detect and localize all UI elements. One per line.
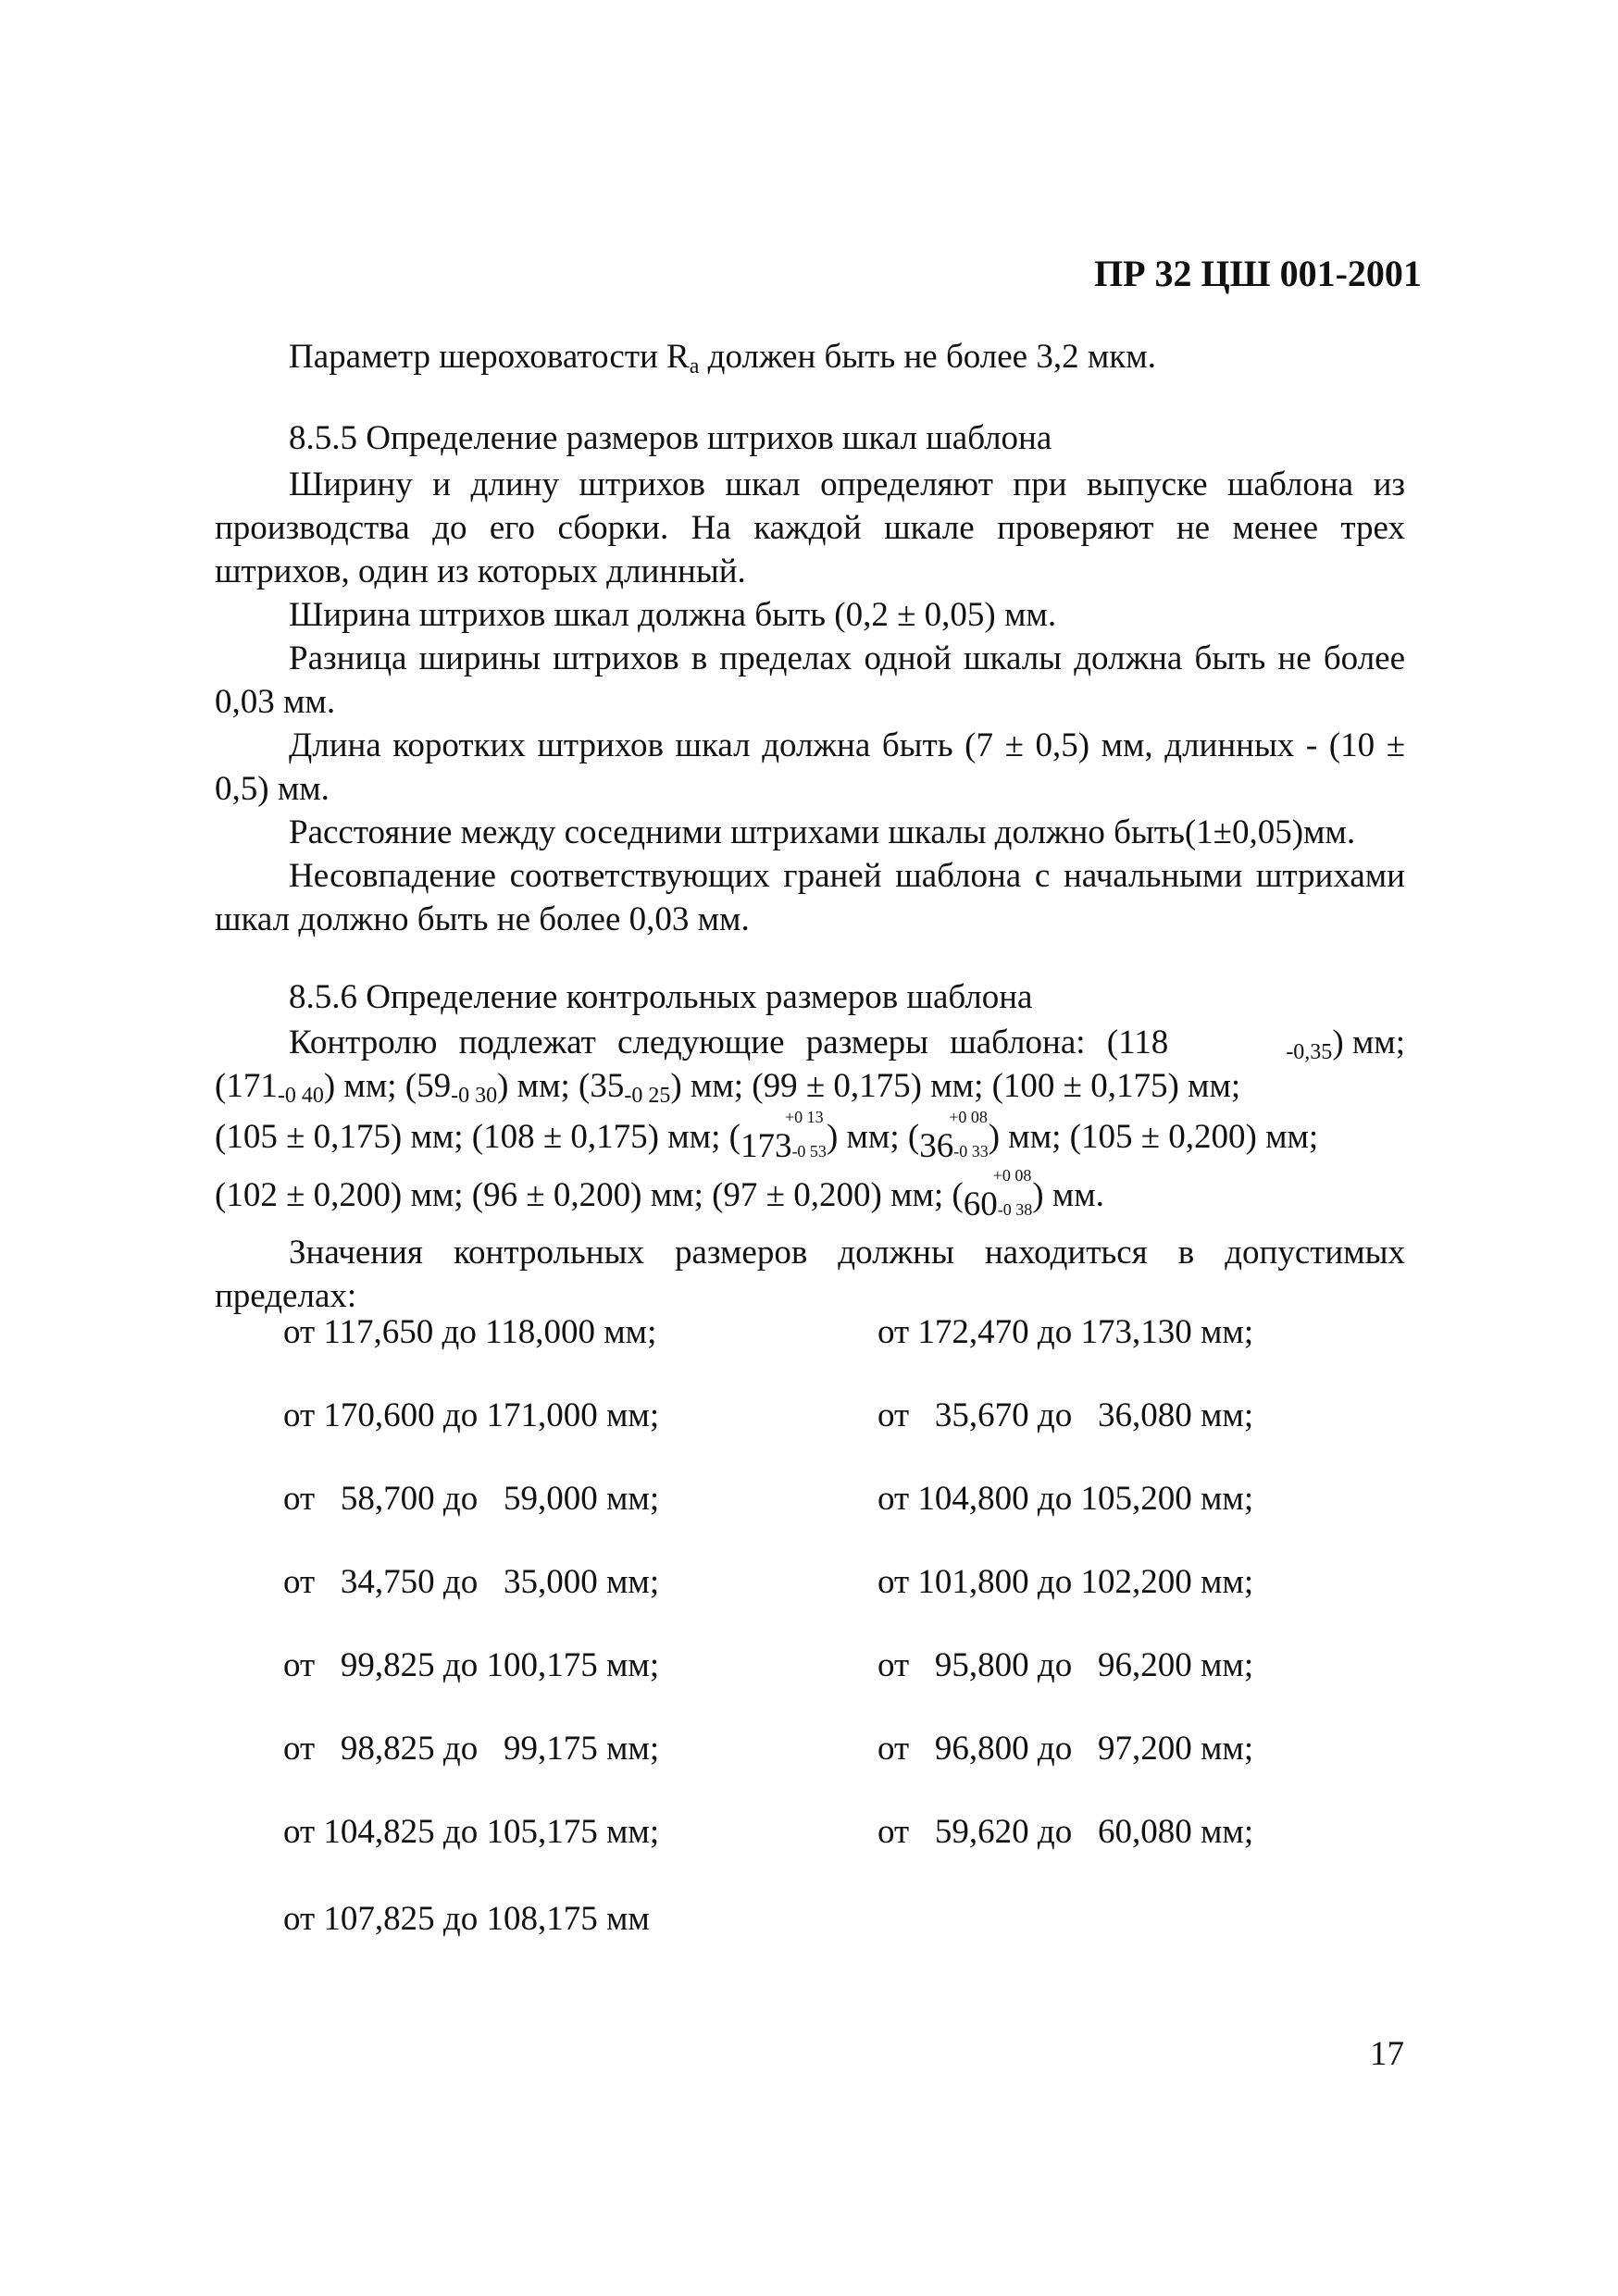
tolerance-subscript: -0,35	[1286, 1040, 1333, 1064]
sizes-text: ) мм.	[1032, 1176, 1104, 1214]
limit-left-6: от 98,825 до 99,175 мм;	[283, 1730, 660, 1768]
limit-left-5: от 99,825 до 100,175 мм;	[283, 1646, 660, 1684]
size-base: (59	[404, 1067, 452, 1105]
roughness-text: Параметр шероховатости R	[289, 338, 690, 376]
sizes-text-end: ) мм;	[1332, 1024, 1405, 1061]
sizes-line-3	[215, 1108, 1405, 1165]
limit-left-2: от 170,600 до 171,000 мм;	[283, 1396, 660, 1434]
tolerance-173	[740, 1108, 827, 1165]
tolerance-60	[963, 1166, 1033, 1223]
limit-right-2: от 35,670 до 36,080 мм;	[877, 1396, 1254, 1434]
paragraph: Длина коротких штрихов шкал должна быть (7 ± 0,5) мм, длинных - (10 ± 0,5) мм.	[215, 726, 1405, 808]
limit-left-8: от 107,825 до 108,175 мм	[283, 1900, 650, 1938]
section-heading-8-5-6: 8.5.6 Определение контрольных размеров шаблона	[289, 978, 1033, 1016]
paragraph: Разница ширины штрихов в пределах одной шкалы должна быть не более 0,03 мм.	[215, 639, 1405, 721]
size-base: (171	[215, 1067, 278, 1105]
page-number: 17	[1370, 2035, 1404, 2073]
upper-deviation: +0 08	[949, 1108, 988, 1126]
limit-right-1: от 172,470 до 173,130 мм;	[877, 1313, 1254, 1351]
size-tail: ) мм;	[497, 1067, 579, 1105]
lower-deviation: -0 38	[997, 1200, 1033, 1219]
limit-right-5: от 95,800 до 96,200 мм;	[877, 1646, 1254, 1684]
sizes-text: ) мм; (	[826, 1118, 920, 1156]
upper-deviation: +0 08	[992, 1166, 1032, 1185]
document-code: ПР 32 ЦШ 001-2001	[1094, 253, 1422, 294]
size-tail: ) мм;	[323, 1067, 405, 1105]
tolerance-36	[919, 1108, 989, 1165]
section-heading-8-5-5: 8.5.5 Определение размеров штрихов шкал шаблона	[289, 419, 1052, 457]
limit-left-3: от 58,700 до 59,000 мм;	[283, 1480, 660, 1518]
size-tail: ) мм; (99 ± 0,175) мм; (100 ± 0,175) мм;	[670, 1067, 1241, 1105]
limits-intro: Значения контрольных размеров должны находиться в допустимых пределах:	[215, 1234, 1405, 1315]
tolerance-subscript: -0 30	[451, 1084, 498, 1108]
size-base: 36	[919, 1127, 954, 1165]
limit-left-1: от 117,650 до 118,000 мм;	[283, 1313, 657, 1351]
limit-left-7: от 104,825 до 105,175 мм;	[283, 1813, 660, 1851]
size-base: 60	[963, 1185, 998, 1223]
sizes-text: (102 ± 0,200) мм; (96 ± 0,200) мм; (97 ± 0,200) мм; (	[215, 1176, 964, 1214]
limit-right-6: от 96,800 до 97,200 мм;	[877, 1730, 1254, 1768]
paragraph: Ширину и длину штрихов шкал определяют при выпуске шаблона из производства до его сборки. На каждой шкале проверяют не менее трех штрихов, один из которых длинный.	[215, 465, 1405, 590]
size-base: (35	[579, 1067, 625, 1105]
sizes-text: (105 ± 0,175) мм; (108 ± 0,175) мм; (	[215, 1118, 741, 1156]
lower-deviation: -0 33	[953, 1142, 989, 1160]
roughness-text-end: должен быть не более 3,2 мкм.	[699, 338, 1156, 376]
sizes-text: ) мм; (105 ± 0,200) мм;	[988, 1118, 1319, 1156]
paragraph: Расстояние между соседними штрихами шкалы должно быть(1±0,05)мм.	[289, 813, 1356, 851]
limit-right-7: от 59,620 до 60,080 мм;	[877, 1813, 1254, 1851]
paragraph: Несовпадение соответствующих граней шаблона с начальными штрихами шкал должно быть не более 0,03 мм.	[215, 857, 1405, 938]
limit-right-4: от 101,800 до 102,200 мм;	[877, 1563, 1254, 1601]
paragraph: Ширина штрихов шкал должна быть (0,2 ± 0,05) мм.	[289, 596, 1057, 634]
tolerance-subscript: -0 25	[624, 1084, 671, 1108]
lower-deviation: -0 53	[791, 1142, 827, 1160]
tolerance-subscript: -0 40	[277, 1084, 324, 1108]
roughness-subscript: a	[689, 354, 700, 379]
limit-right-3: от 104,800 до 105,200 мм;	[877, 1480, 1254, 1518]
size-base: 173	[740, 1127, 792, 1165]
roughness-line	[289, 335, 1156, 389]
sizes-text: Контролю подлежат следующие размеры шаблона: (118	[289, 1024, 1169, 1061]
sizes-line-4	[215, 1166, 1405, 1223]
limit-left-4: от 34,750 до 35,000 мм;	[283, 1563, 660, 1601]
upper-deviation: +0 13	[784, 1108, 824, 1126]
